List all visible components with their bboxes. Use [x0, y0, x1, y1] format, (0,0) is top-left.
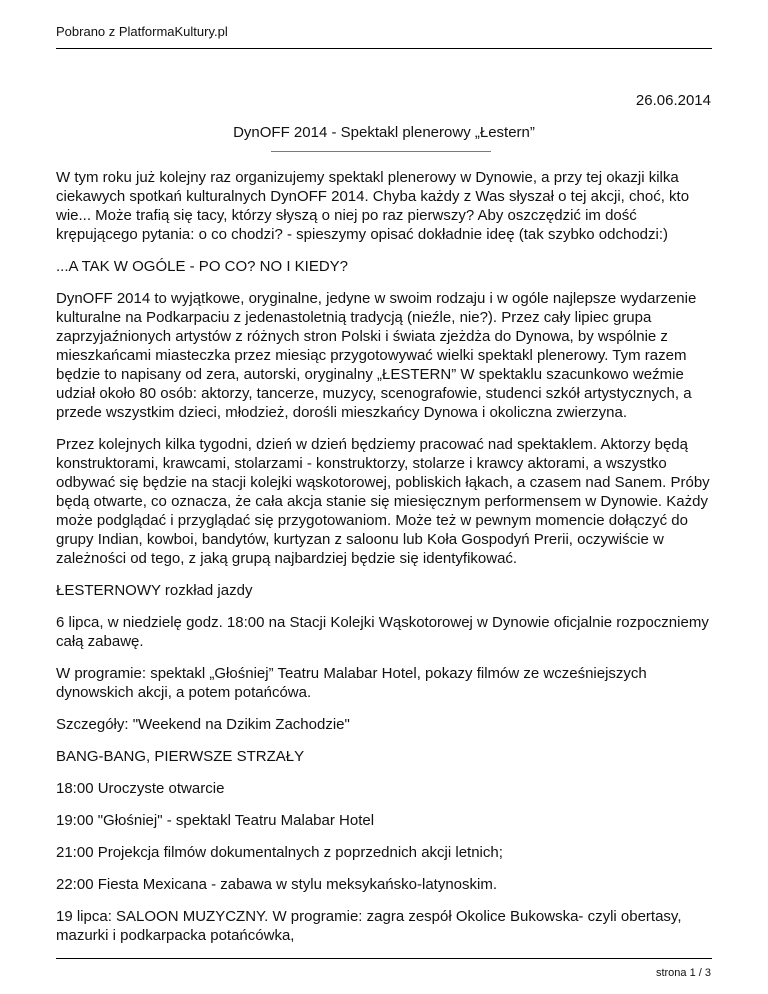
paragraph-intro: W tym roku już kolejny raz organizujemy spektakl plenerowy w Dynowie, a przy tej okazji kilka ciekawych spotkań kulturalnych DynOFF 2014. Chyba każdy z Was słyszał o tej akcji, choć, kto wie... Może trafią się tacy, którzy słyszą o niej po raz pierwszy? Aby oszczędzić im dość krępującego pytania: o co chodzi? - spieszymy opisać dokładnie ideę (tak szybko odchodzi:) — [56, 169, 690, 243]
paragraph-rehearsals: Przez kolejnych kilka tygodni, dzień w dzień będziemy pracować nad spektaklem. Aktorzy będą konstruktorami, krawcami, stolarzami - konstruktorzy, stolarze i krawcy aktorami, a wszystko odbywać się będzie na stacji kolejki wąskotorowej, pobliskich łąkach, a czasem nad Sanem. Próby będą otwarte, co oznacza, że cała akcja stanie się miesięcznym performensem w Dynowie. Każdy może podglądać i przyglądać się przygotowaniom. Może też w pewnym momencie dołączyć do grupy Indian, kowboi, bandytów, kurtyzan z saloonu lub Koła Gospodyń Prerii, oczywiście w zależności od tego, z jaką grupą najbardziej będzie się identyfikować. — [56, 436, 710, 567]
paragraph-details: Szczegóły: "Weekend na Dzikim Zachodzie" — [56, 716, 350, 733]
schedule-item: 22:00 Fiesta Mexicana - zabawa w stylu meksykańsko-latynoskim. — [56, 876, 498, 893]
source-header: Pobrano z PlatformaKultury.pl — [56, 24, 228, 39]
paragraph-first-shots: BANG-BANG, PIERWSZE STRZAŁY — [56, 748, 305, 765]
paragraph-opening-date: 6 lipca, w niedzielę godz. 18:00 na Stacji Kolejki Wąskotorowej w Dynowie oficjalnie rozpoczniemy całą zabawę. — [56, 614, 709, 650]
schedule-item: 19:00 "Głośniej" - spektakl Teatru Malabar Hotel — [56, 812, 375, 829]
schedule-item: 18:00 Uroczyste otwarcie — [56, 780, 225, 797]
article-body — [56, 168, 712, 958]
schedule-item: 21:00 Projekcja filmów dokumentalnych z poprzednich akcji letnich; — [56, 844, 503, 861]
header-rule — [56, 48, 712, 49]
paragraph-heading-why: ...A TAK W OGÓLE - PO CO? NO I KIEDY? — [56, 258, 349, 275]
paragraph-description: DynOFF 2014 to wyjątkowe, oryginalne, jedyne w swoim rodzaju i w ogóle najlepsze wydarzenie kulturalne na Podkarpaciu z jedenastoletnią tradycją (nieźle, nie?). Przez cały lipiec grupa zaprzyjaźnionych artystów z różnych stron Polski i świata zjeżdża do Dynowa, by wspólnie z mieszkańcami miasteczka przez miesiąc przygotowywać wielki spektakl plenerowy. Tym razem będzie to napisany od zera, autorski, oryginalny „ŁESTERN” W spektaklu szacunkowo weźmie udział około 80 osób: aktorzy, tancerze, muzycy, scenografowie, studenci szkół artystycznych, a przede wszystkim dzieci, młodzież, dorośli mieszkańcy Dynowa i okoliczna zwierzyna. — [56, 290, 697, 421]
title-underline — [271, 151, 491, 152]
paragraph-saloon: 19 lipca: SALOON MUZYCZNY. W programie: zagra zespół Okolice Bukowska- czyli obertasy, mazurki i podkarpacka potańcówka, — [56, 908, 682, 944]
paragraph-program: W programie: spektakl „Głośniej” Teatru Malabar Hotel, pokazy filmów ze wcześniejszych dynowskich akcji, a potem potańcówa. — [56, 665, 647, 701]
document-date: 26.06.2014 — [635, 92, 711, 109]
page-number: strona 1 / 3 — [655, 967, 711, 979]
document-title: DynOFF 2014 - Spektakl plenerowy „Łestern” — [233, 124, 535, 141]
footer-rule — [56, 958, 712, 959]
paragraph-schedule-heading: ŁESTERNOWY rozkład jazdy — [56, 582, 253, 599]
